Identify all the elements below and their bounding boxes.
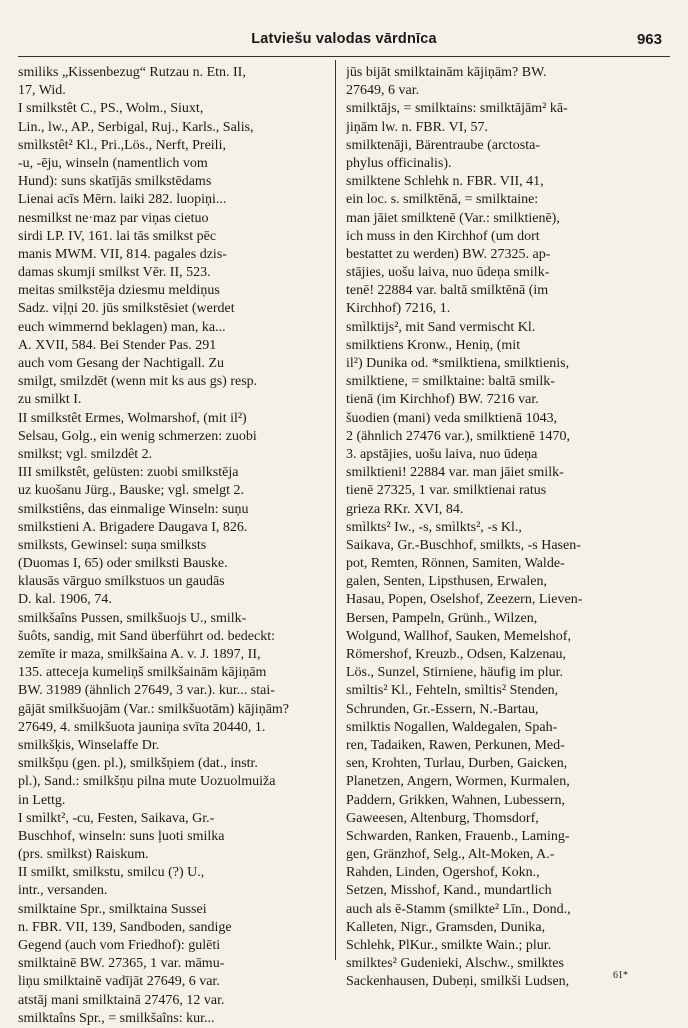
text-line: Setzen, Misshof, Kand., mundartlich [346, 883, 552, 899]
text-line: galen, Senten, Lipsthusen, Erwalen, [346, 574, 548, 590]
text-line: in Lettg. [18, 792, 66, 808]
text-line: ren, Tadaiken, Rawen, Perkunen, Med- [346, 737, 565, 753]
text-line: Saikava, Gr.-Buschhof, smilkts, -s Hasen- [346, 537, 581, 553]
text-line: smilktiene, = smilktaine: baltā smilk- [346, 374, 555, 390]
text-line: smilktene Schlehk n. FBR. VII, 41, [346, 174, 544, 190]
text-line: smilksts, Gewinsel: suņa smilksts [18, 537, 207, 553]
text-line: Schwarden, Ranken, Frauenb., Laming- [346, 828, 570, 844]
text-line: smilkšķis, Winselaffe Dr. [18, 737, 160, 753]
text-line: smilktājs, = smilktains: smilktājām² kā- [346, 101, 568, 117]
text-line: smilgt, smilzdēt (wenn mit ks aus gs) resp. [18, 374, 258, 390]
text-line: Sadz. viļņi 20. jūs smilkstēsiet (werdet [18, 301, 235, 317]
text-line: Lin., lw., AP., Serbigal, Ruj., Karls., Salis, [18, 119, 254, 135]
text-line: il²) Dunika od. *smilktiena, smilktienis, [346, 356, 570, 371]
text-line: zu smilkt I. [18, 392, 82, 408]
text-line: bestattet zu werden) BW. 27325. ap- [346, 246, 551, 262]
text-line: 3. apstājies, uošu laiva, nuo ūdeņa [346, 446, 538, 462]
text-line: smiliks „Kissenbezug“ Rutzau n. Etn. II, [18, 65, 246, 80]
text-line: smìlkstêt² Kl., Pri.,Lös., Nerft, Preili, [18, 137, 226, 153]
text-line: stājies, uošu laiva, nuo ūdeņa smilk- [346, 265, 550, 281]
text-line: jiņām lw. n. FBR. VI, 57. [346, 119, 488, 135]
text-line: 135. atteceja kumeliņš smilkšainām kājiņām [18, 665, 267, 681]
text-line: pl.), Sand.: smilkšņu pilna mute Uozuolmuiža [18, 774, 276, 790]
text-line: 2 (ähnlich 27476 var.), smilktienē 1470, [346, 428, 570, 444]
text-line: Selsau, Golg., ein wenig schmerzen: zuobi [18, 428, 257, 444]
text-line: Paddern, Grikken, Wahnen, Lubessern, [346, 792, 566, 808]
text-line: pot, Remten, Rönnen, Samiten, Walde- [346, 556, 565, 572]
text-line: ich muss in den Kirchhof (um dort [346, 228, 540, 244]
text-line: Schlehk, PlKur., smilkte Wain.; plur. [346, 938, 552, 953]
text-line: phylus officinalis). [346, 155, 452, 171]
text-line: smìlktijs², mit Sand vermischt Kl. [346, 319, 536, 335]
text-line: smilkstiêns, das einmalige Winseln: suņu [18, 501, 249, 517]
text-line: Römershof, Kreuzb., Odsen, Kalzenau, [346, 647, 567, 662]
text-line: Kalleten, Nigr., Gramsden, Dunika, [346, 919, 546, 935]
text-line: Wolgund, Wallhof, Sauken, Memelshof, [346, 628, 571, 644]
text-line: I smìlkt², -cu, Festen, Saikava, Gr.- [18, 810, 215, 826]
text-line: man jāiet smilktenē (Var.: smilktienē), [346, 210, 560, 226]
text-line: Hasau, Popen, Oselshof, Zeezern, Lieven- [346, 592, 583, 608]
text-line: klausās vārguo smilkstuos un gaudās [18, 574, 225, 590]
text-line: Kirchhof) 7216, 1. [346, 301, 451, 317]
text-line: Planetzen, Angern, Wormen, Kurmalen, [346, 774, 570, 790]
text-line: III smilkstêt, gelüsten: zuobi smilkstēja [18, 465, 239, 481]
text-line: Sackenhausen, Dubeņi, smilkši Ludsen, [346, 974, 570, 990]
text-line: atstāj mani smilktainā 27476, 12 var. [18, 992, 225, 1008]
header-rule [18, 56, 670, 57]
text-line: manis MWM. VII, 814. pagales dzis- [18, 246, 227, 262]
text-line: damas skumji smilkst Vēr. II, 523. [18, 265, 211, 281]
printer-signature: 61* [613, 970, 628, 981]
left-column [18, 64, 340, 1028]
text-line: smilkst; vgl. smilzdêt 2. [18, 446, 153, 462]
text-line: smilktiens Kronw., Heniņ, (mit [346, 337, 521, 353]
text-line: šuodien (mani) veda smilktienā 1043, [346, 410, 558, 426]
text-line: Lienai acīs Mērn. laiki 282. luopiņi... [18, 192, 227, 208]
text-line: tienā (im Kirchhof) BW. 7216 var. [346, 392, 539, 408]
text-line: smìlkts² Iw., -s, smìlkts², -s Kl., [346, 519, 522, 535]
text-line: meitas smilkstēja dziesmu meldiņus [18, 283, 220, 299]
text-line: smìltis² Kl., Fehteln, smìltis² Stenden, [346, 683, 559, 699]
text-line: 27649, 4. smilkšuota jauniņa svīta 20440, 1. [18, 719, 266, 735]
text-line: šuôts, sandig, mit Sand überführt od. bedeckt: [18, 628, 276, 644]
text-line: smilktenāji, Bärentraube (arctosta- [346, 137, 540, 153]
text-line: (Duomas I, 65) oder smilksti Bauske. [18, 556, 228, 572]
text-line: Lös., Sunzel, Stirniene, häufig im plur. [346, 665, 563, 681]
text-line: intr., versanden. [18, 883, 108, 899]
text-line: smilktainē BW. 27365, 1 var. māmu- [18, 956, 225, 972]
text-line: 17, Wid. [18, 83, 66, 99]
text-line: A. XVII, 584. Bei Stender Pas. 291 [18, 337, 217, 353]
text-line: 27649, 6 var. [346, 83, 420, 99]
text-line: grieza RKr. XVI, 84. [346, 501, 464, 517]
text-line: ein loc. s. smilktēnā, = smilktaine: [346, 192, 539, 208]
text-line: smilkstieni A. Brigadere Daugava I, 826. [18, 519, 248, 535]
text-line: Schrunden, Gr.-Essern, N.-Bartau, [346, 701, 539, 717]
text-line: smilktieni! 22884 var. man jāiet smilk- [346, 465, 564, 481]
text-line: nesmilkst ne·maz par viņas cietuo [18, 210, 209, 226]
text-line: gājāt smilkšuojām (Var.: smilkšuotām) kājiņām? [18, 701, 290, 717]
text-line: sen, Krohten, Turlau, Durben, Gaicken, [346, 756, 568, 772]
right-column [346, 64, 670, 992]
text-line: smilktes² Gudenieki, Alschw., smilktes [346, 956, 564, 972]
text-line: Bersen, Pampeln, Grünh., Wilzen, [346, 610, 538, 626]
text-line: uz kuošanu Jürg., Bauske; vgl. smelgt 2. [18, 483, 245, 499]
text-line: (prs. smìlkst) Raiskum. [18, 847, 149, 863]
text-line: tienē 27325, 1 var. smilktienai ratus [346, 483, 547, 499]
text-line: II smilkt, smilkstu, smilcu (?) U., [18, 865, 205, 881]
text-line: smilkšaîns Pussen, smilkšuojs U., smilk- [18, 610, 247, 626]
text-line: Hund): suns skatījās smilkstēdams [18, 174, 212, 190]
page-number: 963 [636, 31, 662, 48]
text-line: auch vom Gesang der Nachtigall. Zu [18, 356, 225, 371]
text-line: D. kal. 1906, 74. [18, 592, 112, 608]
text-line: jūs bijāt smilktainām kājiņām? BW. [346, 65, 547, 80]
text-line: auch als ē-Stamm (smilkte² Līn., Dond., [346, 901, 571, 917]
text-line: smilkšņu (gen. pl.), smilkšņiem (dat., instr. [18, 756, 258, 772]
text-line: smilktaine Spr., smilktaina Sussei [18, 901, 207, 917]
text-line: Gaweesen, Altenburg, Thomsdorf, [346, 810, 539, 826]
text-line: n. FBR. VII, 139, Sandboden, sandige [18, 919, 232, 935]
running-header-title: Latviešu valodas vārdnīca [251, 31, 437, 47]
text-line: -u, -ēju, winseln (namentlich vom [18, 155, 208, 171]
column-divider [335, 60, 336, 960]
text-line: gen, Gränzhof, Selg., Alt-Moken, A.- [346, 847, 555, 863]
text-line: smilktaîns Spr., = smilkšaîns: kur... [18, 1010, 215, 1026]
text-line: Gegend (auch vom Friedhof): gulēti [18, 938, 221, 953]
text-line: euch wimmernd beklagen) man, ka... [18, 319, 226, 335]
text-line: tenē! 22884 var. baltā smilktēnā (im [346, 283, 549, 299]
text-line: BW. 31989 (ähnlich 27649, 3 var.). kur... stai- [18, 683, 275, 699]
text-line: sirdi LP. IV, 161. lai tās smilkst pēc [18, 228, 217, 244]
text-line: II smilkstêt Ermes, Wolmarshof, (mit il²) [18, 410, 247, 426]
text-line: Buschhof, winseln: suns ļuoti smilka [18, 828, 225, 844]
text-line: I smilkstêt C., PS., Wolm., Siuxt, [18, 101, 204, 117]
text-line: Rahden, Linden, Ogershof, Kokn., [346, 865, 540, 881]
text-line: smilktis Nogallen, Waldegalen, Spah- [346, 719, 558, 735]
text-line: liņu smilktainē vadījāt 27649, 6 var. [18, 974, 220, 990]
text-line: zemīte ir maza, smilkšaina A. v. J. 1897, II, [18, 647, 261, 662]
